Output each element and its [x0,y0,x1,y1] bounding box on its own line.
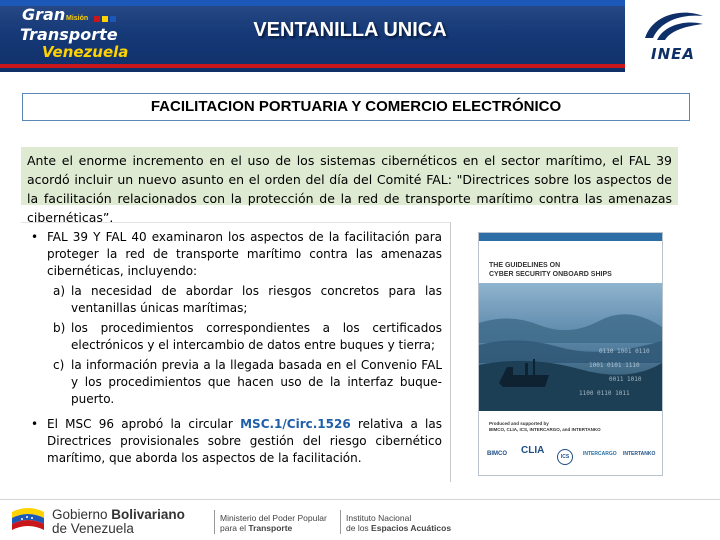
cover-produced-by [489,421,601,433]
sub-text-a: la necesidad de abordar los riesgos concretos para las ventanillas únicas marítimas; [71,284,442,315]
logo-line-1: Gran [22,5,66,24]
header-red-stripe [0,64,720,68]
gobierno-line-2: de Venezuela [52,521,134,536]
bullet-item-fal [31,229,442,280]
bullet-list [21,222,451,482]
cover-top-bar [479,233,662,241]
intro-paragraph: Ante el enorme incremento en el uso de los sistemas cibernéticos en el sector marítimo, el FAL 39 acordó incluir un nuevo asunto en el orden del día del Comité FAL: "Directrices sobre los aspectos de la facilitación relacionados con la protección de la red de transporte marítimo contra las amenazas cibernéticas”. [21,147,678,205]
bullet-dot-icon: • [31,230,39,244]
bullet-item-msc [31,416,442,467]
instituto-pre: de los [346,523,372,533]
cover-title [489,261,612,279]
logo-line-4: Venezuela [42,43,129,61]
inea-swoosh-icon [639,8,707,44]
svg-text:1001 0101 1110: 1001 0101 1110 [589,362,640,369]
cover-partner-logos [487,443,657,465]
footer-vertical-rule-1 [214,510,215,534]
cover-title-line-2: CYBER SECURITY ONBOARD SHIPS [489,271,612,278]
sub-text-b: los procedimientos correspondientes a los certificados electrónicos y el intercambio de datos entre buques y tierra; [71,321,442,352]
logo-square-red [94,16,100,22]
ministerio-line-2 [220,523,292,533]
sub-item-b [31,320,442,354]
section-subtitle: FACILITACION PORTUARIA Y COMERCIO ELECTRÓNICO [22,93,690,121]
header-bar [0,0,720,72]
ministerio-line-1: Ministerio del Poder Popular [220,513,327,523]
bullet-dot-icon: • [31,417,39,431]
msc-circular-link[interactable]: MSC.1/Circ.1526 [240,417,351,431]
gobierno-text: Gobierno [52,507,112,522]
gran-mision-transporte-logo [14,5,129,64]
cover-produced-line-2: BIMCO, CLIA, ICS, INTERCARGO, and INTERTANKO [489,427,601,432]
gobierno-line-1 [52,508,185,522]
cover-title-line-1: THE GUIDELINES ON [489,262,561,269]
sub-label-a: a) [53,284,66,298]
logo-line-3: Transporte [20,25,118,44]
bullet-fal-text: FAL 39 Y FAL 40 examinaron los aspectos de la facilitación para proteger la red de transporte marítimo contra las amenazas cibernéticas, incluyendo: [47,230,442,278]
logo-square-yellow [102,16,108,22]
sub-label-b: b) [53,321,66,335]
bullet-msc-pre: El MSC 96 aprobó la circular [47,417,233,431]
clia-logo: CLIA [521,445,545,456]
bimco-logo: BIMCO [487,451,507,457]
intertanko-logo: INTERTANKO [623,451,656,457]
bullet-msc-post: relativa a las Directrices provisionales sobre gestión del riesgo cibernético marítimo, que aborda los aspectos de la facilitación. [47,417,442,465]
venezuela-flag-icon [10,506,46,536]
footer-vertical-rule-2 [340,510,341,534]
cover-sea-illustration [479,283,662,411]
sub-item-a [31,283,442,317]
instituto-line-2 [346,523,451,533]
cover-produced-line-1: Produced and supported by [489,421,549,426]
bolivariano-text: Bolivariano [111,507,185,522]
footer-bar [0,500,720,540]
page-title: VENTANILLA UNICA [253,19,447,41]
ministerio-pre: para el [220,523,249,533]
svg-text:0011 1010: 0011 1010 [609,376,642,383]
ics-logo: ICS [557,449,573,465]
instituto-line-1: Instituto Nacional [346,513,412,523]
sub-text-c: la información previa a la llegada basada en el Convenio FAL y los procedimientos que hacen uso de la interfaz buque-puerto. [71,358,442,406]
logo-line-2: Misión [66,15,89,22]
transporte-text: Transporte [248,523,293,533]
intercargo-logo: INTERCARGO [583,451,617,457]
espacios-acuaticos-text: Espacios Acuáticos [371,523,452,533]
logo-square-blue [110,16,116,22]
sub-item-c [31,357,442,408]
svg-text:1100 0110 1011: 1100 0110 1011 [579,390,630,397]
svg-text:0110 1001 0110: 0110 1001 0110 [599,348,650,355]
inea-logo [625,0,720,72]
sub-label-c: c) [53,358,65,372]
inea-text: INEA [651,45,695,63]
guidelines-cover-image [478,232,663,476]
